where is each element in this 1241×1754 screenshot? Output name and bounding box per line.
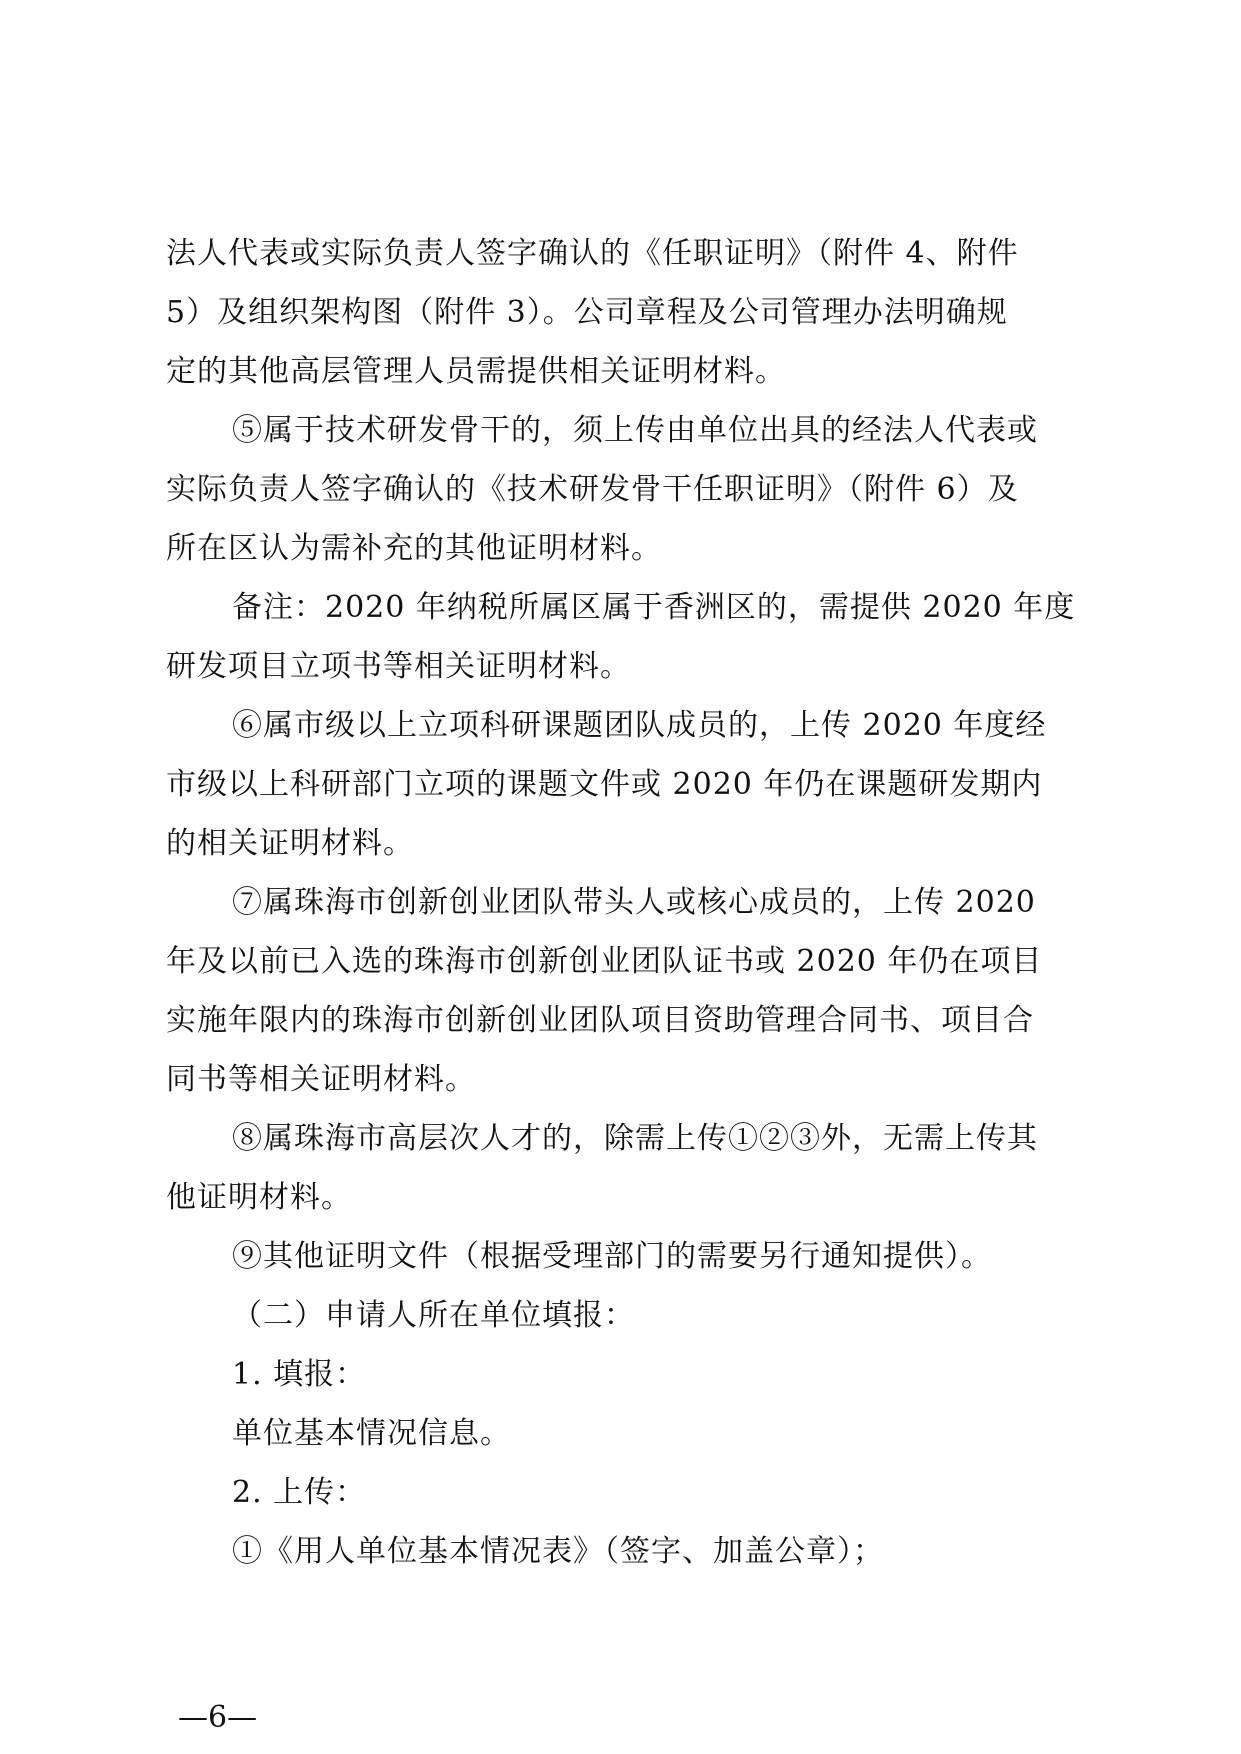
item-fill-in-label: 1. 填报： <box>232 1357 367 1392</box>
text-line: ⑤属于技术研发骨干的，须上传由单位出具的经法人代表或 <box>232 413 1038 448</box>
paragraph-item-8 <box>166 1109 1078 1227</box>
paragraph-item-6 <box>166 696 1078 873</box>
text-line: 的相关证明材料。 <box>166 826 414 861</box>
text-line: 所在区认为需补充的其他证明材料。 <box>166 531 662 566</box>
text-line: ⑥属市级以上立项科研课题团队成员的，上传 2020 年度经 <box>232 708 1047 743</box>
text-line: 年及以前已入选的珠海市创新创业团队证书或 2020 年仍在项目 <box>166 944 1043 979</box>
text-line: 备注：2020 年纳税所属区属于香洲区的，需提供 2020 年度 <box>232 590 1076 625</box>
item-employer-form: ①《用人单位基本情况表》（签字、加盖公章）； <box>232 1534 884 1569</box>
page-number: —6— <box>178 1700 258 1735</box>
item-upload-label: 2. 上传： <box>232 1475 367 1510</box>
text-line: ⑨其他证明文件（根据受理部门的需要另行通知提供）。 <box>232 1239 992 1274</box>
text-line: 同书等相关证明材料。 <box>166 1062 476 1097</box>
paragraph-item-9 <box>166 1227 1078 1286</box>
text-line: 研发项目立项书等相关证明材料。 <box>166 649 631 684</box>
paragraph-item-5 <box>166 401 1078 578</box>
text-line: ⑧属珠海市高层次人才的，除需上传①②③外，无需上传其 <box>232 1121 1038 1156</box>
item-unit-info: 单位基本情况信息。 <box>232 1416 511 1451</box>
paragraph-item-7 <box>166 873 1078 1109</box>
paragraph-appointment-proof <box>166 224 1078 401</box>
text-line: 定的其他高层管理人员需提供相关证明材料。 <box>166 354 786 389</box>
text-line: ⑦属珠海市创新创业团队带头人或核心成员的，上传 2020 <box>232 885 1036 920</box>
page-content <box>166 224 1078 1581</box>
text-line: 市级以上科研部门立项的课题文件或 2020 年仍在课题研发期内 <box>166 767 1043 802</box>
text-line: 5）及组织架构图（附件 3）。公司章程及公司管理办法明确规 <box>166 295 1008 330</box>
section-heading: （二）申请人所在单位填报： <box>232 1298 635 1333</box>
text-line: 法人代表或实际负责人签字确认的《任职证明》（附件 4、附件 <box>166 236 1019 271</box>
text-line: 他证明材料。 <box>166 1180 352 1215</box>
paragraph-remark <box>166 578 1078 696</box>
text-line: 实际负责人签字确认的《技术研发骨干任职证明》（附件 6）及 <box>166 472 1019 507</box>
text-line: 实施年限内的珠海市创新创业团队项目资助管理合同书、项目合 <box>166 1003 1034 1038</box>
